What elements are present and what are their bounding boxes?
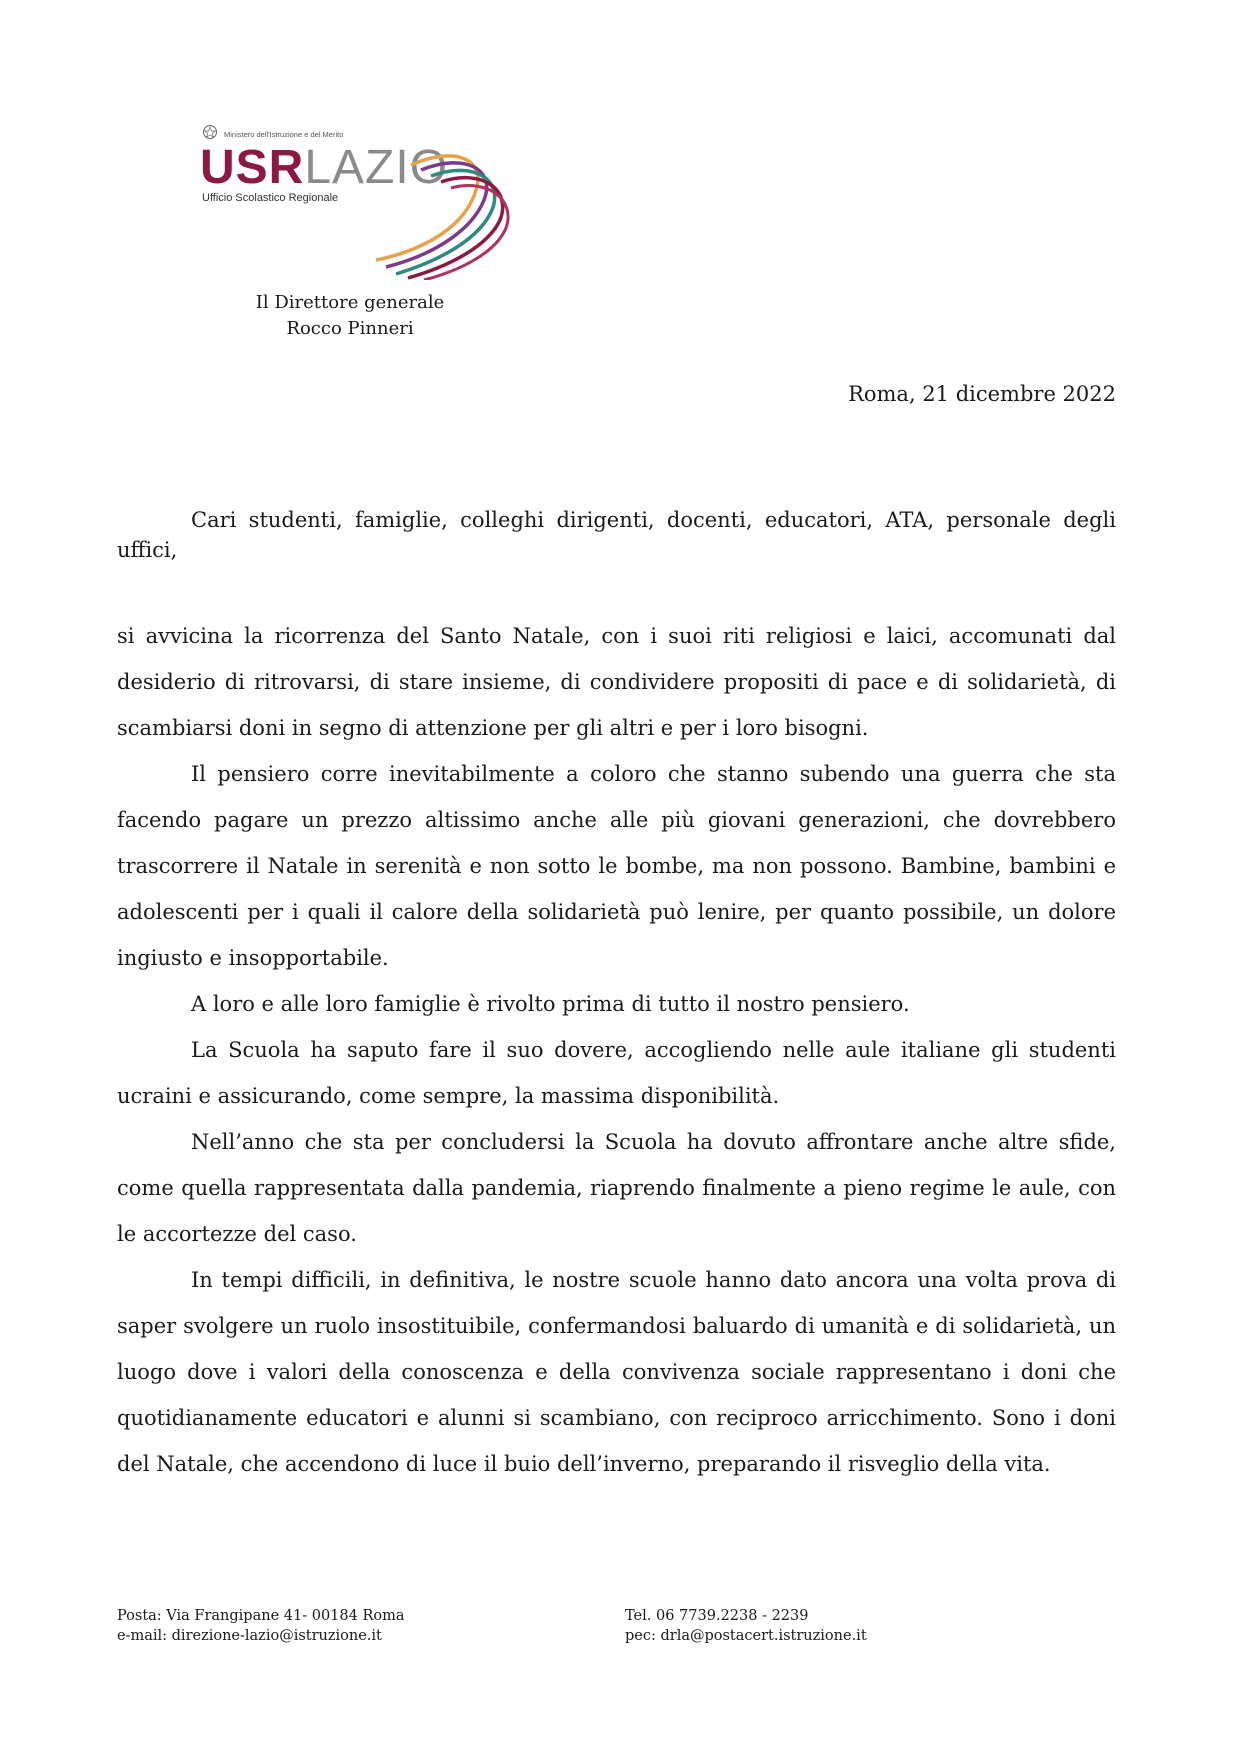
paragraph: In tempi difficili, in definitiva, le nostre scuole hanno dato ancora una volta prova di saper svolgere un ruolo insostituibile, confermandosi baluardo di umanità e di solidarietà, un luogo dove i valori della conoscenza e della convivenza sociale rappresentano i doni che quotidianamente educatori e alunni si scambiano, con reciproco arricchimento. Sono i doni del Natale, che accendono di luce il buio dell’inverno, preparando il risveglio della vita. xyxy=(117,1268,1116,1476)
footer-email: e-mail: direzione-lazio@istruzione.it xyxy=(117,1628,382,1644)
ministry-label: Ministero dell'Istruzione e del Merito xyxy=(224,130,344,139)
paragraph: La Scuola ha saputo fare il suo dovere, accogliendo nelle aule italiane gli studenti ucraini e assicurando, come sempre, la massima disponibilità. xyxy=(117,1038,1116,1108)
paragraph: si avvicina la ricorrenza del Santo Natale, con i suoi riti religiosi e laici, accomunati dal desiderio di ritrovarsi, di stare insieme, di condividere propositi di pace e di solidarietà, di scambiarsi doni in segno di attenzione per gli altri e per i loro bisogni. xyxy=(117,624,1116,740)
footer-pec: pec: drla@postacert.istruzione.it xyxy=(625,1628,867,1644)
footer-address: Posta: Via Frangipane 41- 00184 Roma xyxy=(117,1608,405,1624)
logo-lazio-text: LAZIO xyxy=(304,141,449,194)
footer-contacts-left xyxy=(117,1606,405,1646)
letter-date: Roma, 21 dicembre 2022 xyxy=(848,382,1116,406)
footer-phone: Tel. 06 7739.2238 - 2239 xyxy=(625,1608,809,1624)
paragraph: Nell’anno che sta per concludersi la Scuola ha dovuto affrontare anche altre sfide, come quella rappresentata dalla pandemia, riaprendo finalmente a pieno regime le aule, con le accortezze del caso. xyxy=(117,1130,1116,1246)
usr-lazio-logo xyxy=(196,120,516,280)
paragraph: Il pensiero corre inevitabilmente a coloro che stanno subendo una guerra che sta facendo pagare un prezzo altissimo anche alle più giovani generazioni, che dovrebbero trascorrere il Natale in serenità e non sotto le bombe, ma non possono. Bambine, bambini e adolescenti per i quali il calore della solidarietà può lenire, per quanto possibile, un dolore ingiusto e insopportabile. xyxy=(117,762,1116,970)
director-name: Rocco Pinneri xyxy=(286,318,414,339)
director-title: Il Direttore generale xyxy=(255,292,445,313)
salutation: Cari studenti, famiglie, colleghi dirigenti, docenti, educatori, ATA, personale degli uffici, xyxy=(117,508,1116,562)
logo-usr-text: USR xyxy=(200,141,305,194)
logo-swoosh-icon xyxy=(316,130,516,280)
letterhead-signatory xyxy=(200,290,500,342)
footer-contacts-right xyxy=(625,1606,867,1646)
republic-emblem-icon xyxy=(202,124,218,142)
paragraph: A loro e alle loro famiglie è rivolto prima di tutto il nostro pensiero. xyxy=(191,992,910,1016)
letter-body xyxy=(117,505,1116,1487)
logo-subtitle: Ufficio Scolastico Regionale xyxy=(202,192,339,204)
